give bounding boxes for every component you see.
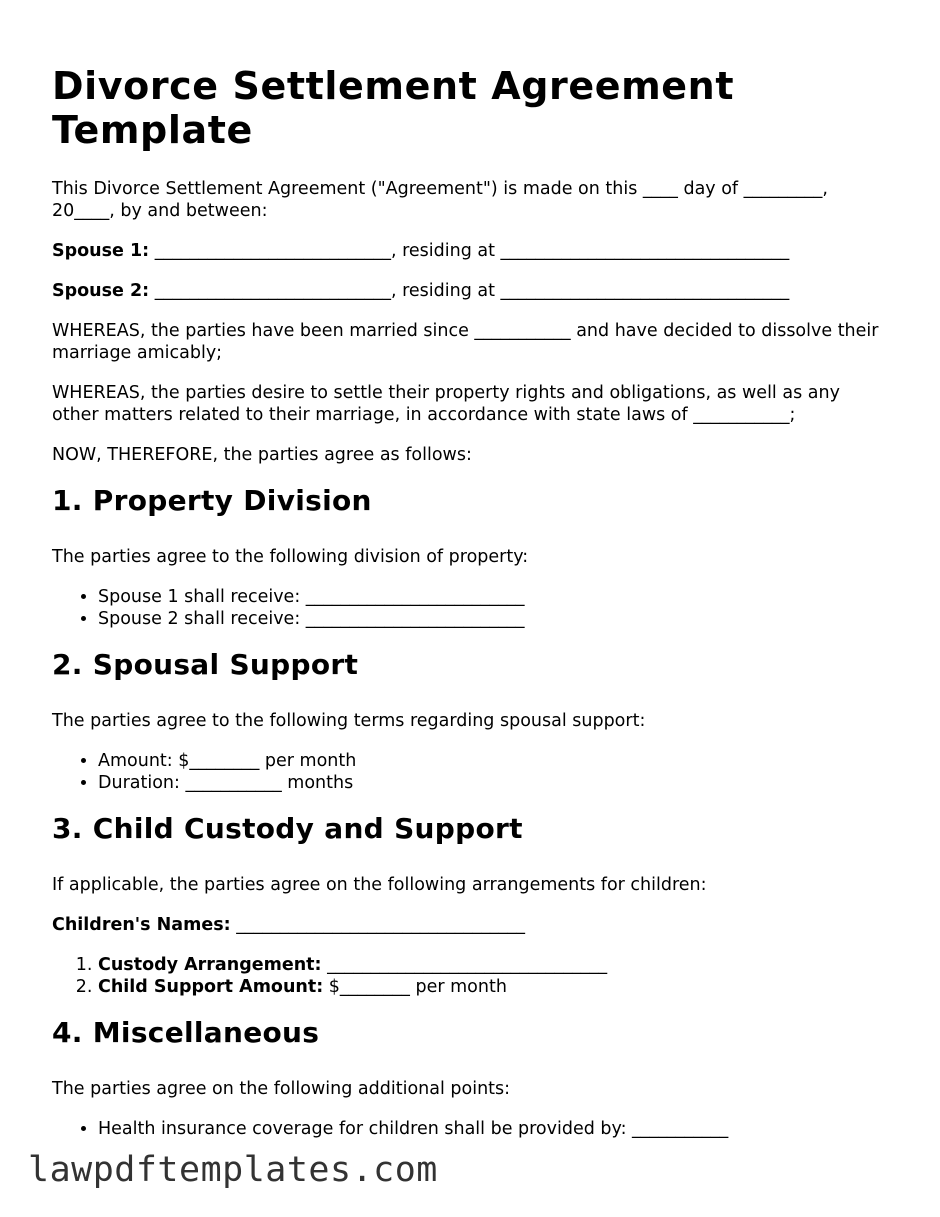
section-heading-custody: 3. Child Custody and Support	[52, 812, 523, 845]
whereas-property: WHEREAS, the parties desire to settle their property rights and obligations, as well as any other matters related to their marriage, in accordance with state laws of ___________;	[52, 383, 840, 425]
misc-intro: The parties agree on the following additional points:	[52, 1079, 511, 1099]
custody-intro: If applicable, the parties agree on the following arrangements for children:	[52, 875, 707, 895]
child-support-label: Child Support Amount:	[98, 977, 324, 997]
list-item	[98, 954, 892, 976]
custody-list	[52, 954, 892, 998]
list-item: • Duration: ___________ months	[98, 772, 892, 794]
whereas-marriage: WHEREAS, the parties have been married since ___________ and have decided to dissolve their marriage amicably;	[52, 321, 879, 363]
misc-list	[52, 1118, 892, 1140]
property-intro: The parties agree to the following division of property:	[52, 547, 529, 567]
children-names-line	[52, 914, 892, 936]
child-support-blank: $________ per month	[323, 977, 507, 997]
list-item: • Amount: $________ per month	[98, 750, 892, 772]
list-item: • Spouse 1 shall receive: _________________________	[98, 586, 892, 608]
spouse-2-label: Spouse 2:	[52, 281, 150, 301]
site-watermark: lawpdftemplates.com	[28, 1150, 438, 1190]
list-item: • Spouse 2 shall receive: _________________________	[98, 608, 892, 630]
support-list	[52, 750, 892, 794]
spouse-2-line	[52, 280, 892, 302]
spouse-1-label: Spouse 1:	[52, 241, 150, 261]
property-list	[52, 586, 892, 630]
custody-arrangement-blank: ________________________________	[321, 955, 608, 975]
section-heading-property: 1. Property Division	[52, 484, 372, 517]
children-names-label: Children's Names:	[52, 915, 231, 935]
children-names-blank: _________________________________	[230, 915, 525, 935]
support-intro: The parties agree to the following terms regarding spousal support:	[52, 711, 646, 731]
document-title: Divorce Settlement Agreement Template	[52, 64, 735, 152]
now-therefore: NOW, THEREFORE, the parties agree as follows:	[52, 445, 472, 465]
section-heading-support: 2. Spousal Support	[52, 648, 359, 681]
section-heading-misc: 4. Miscellaneous	[52, 1016, 320, 1049]
document-page	[52, 64, 892, 1158]
list-item	[98, 976, 892, 998]
spouse-2-blank: ___________________________, residing at _________________________________	[149, 281, 790, 301]
spouse-1-blank: ___________________________, residing at _________________________________	[149, 241, 790, 261]
custody-arrangement-label: Custody Arrangement:	[98, 955, 322, 975]
intro-paragraph: This Divorce Settlement Agreement ("Agreement") is made on this ____ day of _________, 20____, by and between:	[52, 179, 828, 221]
list-item: • Health insurance coverage for children shall be provided by: ___________	[98, 1118, 892, 1140]
spouse-1-line	[52, 240, 892, 262]
